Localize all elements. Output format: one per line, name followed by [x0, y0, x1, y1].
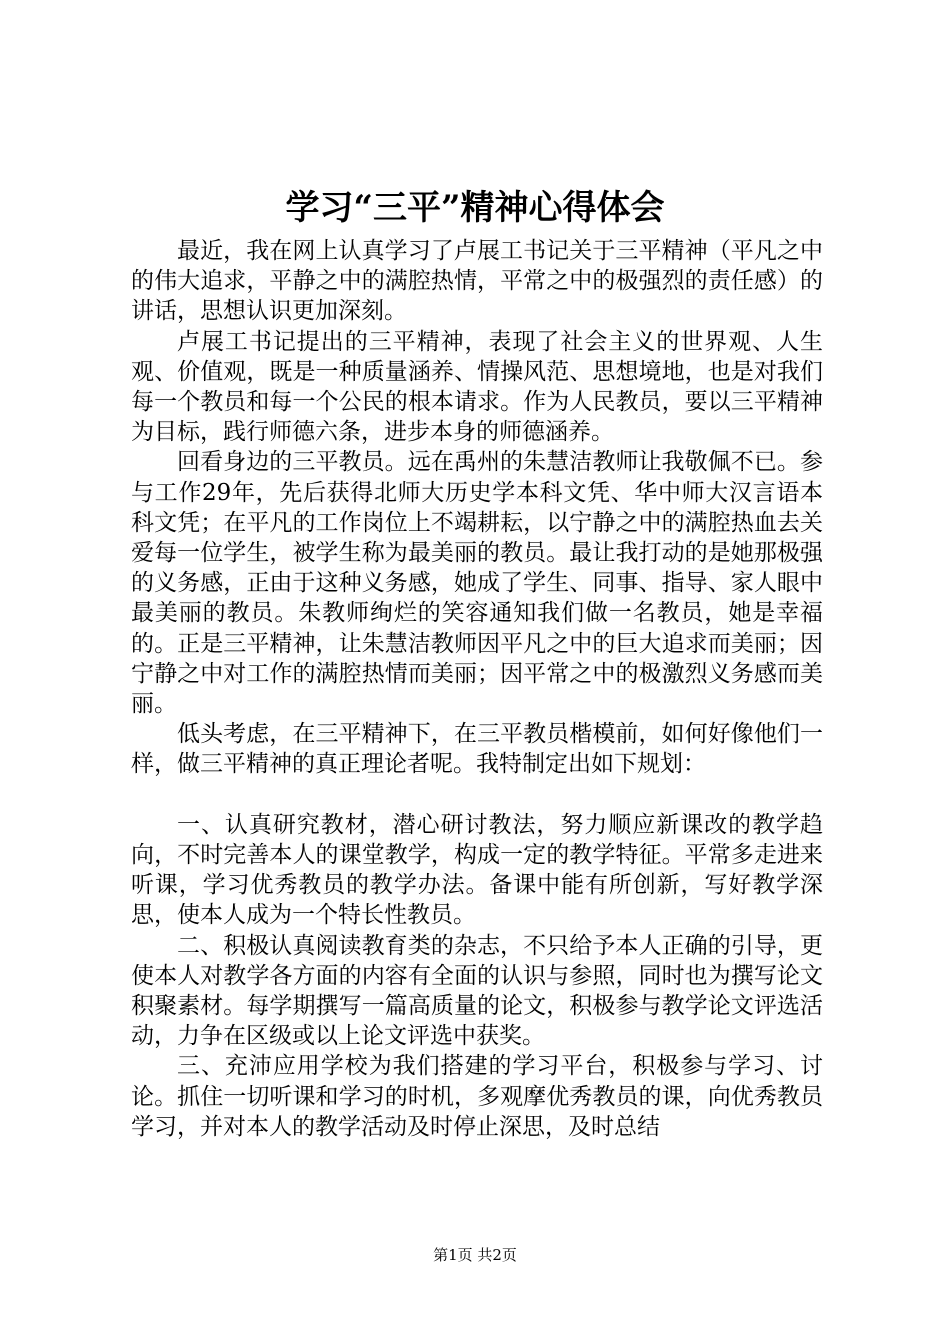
paragraph: 卢展工书记提出的三平精神，表现了社会主义的世界观、人生观、价值观，既是一种质量涵养、情操风范、思想境地，也是对我们每一个教员和每一个公民的根本请求。作为人民教员，要以三平精神为目标，践行师德六条，进步本身的师德涵养。	[131, 328, 823, 446]
blank-line	[131, 780, 823, 810]
document-title: 学习“三平”精神心得体会	[285, 188, 665, 228]
paragraph: 最近，我在网上认真学习了卢展工书记关于三平精神（平凡之中的伟大追求，平静之中的满腔热情，平常之中的极强烈的责任感）的讲话，思想认识更加深刻。	[131, 238, 823, 325]
paragraph: 三、充沛应用学校为我们搭建的学习平台，积极参与学习、讨论。抓住一切听课和学习的时机，多观摩优秀教员的课，向优秀教员学习，并对本人的教学活动及时停止深思，及时总结	[131, 1053, 823, 1140]
document-body	[131, 236, 823, 1142]
paragraph: 二、积极认真阅读教育类的杂志，不只给予本人正确的引导，更使本人对教学各方面的内容有全面的认识与参照，同时也为撰写论文积聚素材。每学期撰写一篇高质量的论文，积极参与教学论文评选活动，力争在区级或以上论文评选中获奖。	[131, 932, 823, 1050]
paragraph: 低头考虑，在三平精神下，在三平教员楷模前，如何好像他们一样，做三平精神的真正理论者呢。我特制定出如下规划：	[131, 721, 823, 778]
paragraph: 一、认真研究教材，潜心研讨教法，努力顺应新课改的教学趋向，不时完善本人的课堂教学，构成一定的教学特征。平常多走进来听课，学习优秀教员的教学办法。备课中能有所创新，写好教学深思，使本人成为一个特长性教员。	[131, 811, 823, 929]
page-number-footer: 第1页 共2页	[433, 1246, 517, 1264]
paragraph: 回看身边的三平教员。远在禹州的朱慧洁教师让我敬佩不已。参与工作29年，先后获得北师大历史学本科文凭、华中师大汉言语本科文凭；在平凡的工作岗位上不竭耕耘，以宁静之中的满腔热血去关爱每一位学生，被学生称为最美丽的教员。最让我打动的是她那极强的义务感，正由于这种义务感，她成了学生、同事、指导、家人眼中最美丽的教员。朱教师绚烂的笑容通知我们做一名教员，她是幸福的。正是三平精神，让朱慧洁教师因平凡之中的巨大追求而美丽；因宁静之中对工作的满腔热情而美丽；因平常之中的极激烈义务感而美丽。	[131, 449, 823, 718]
